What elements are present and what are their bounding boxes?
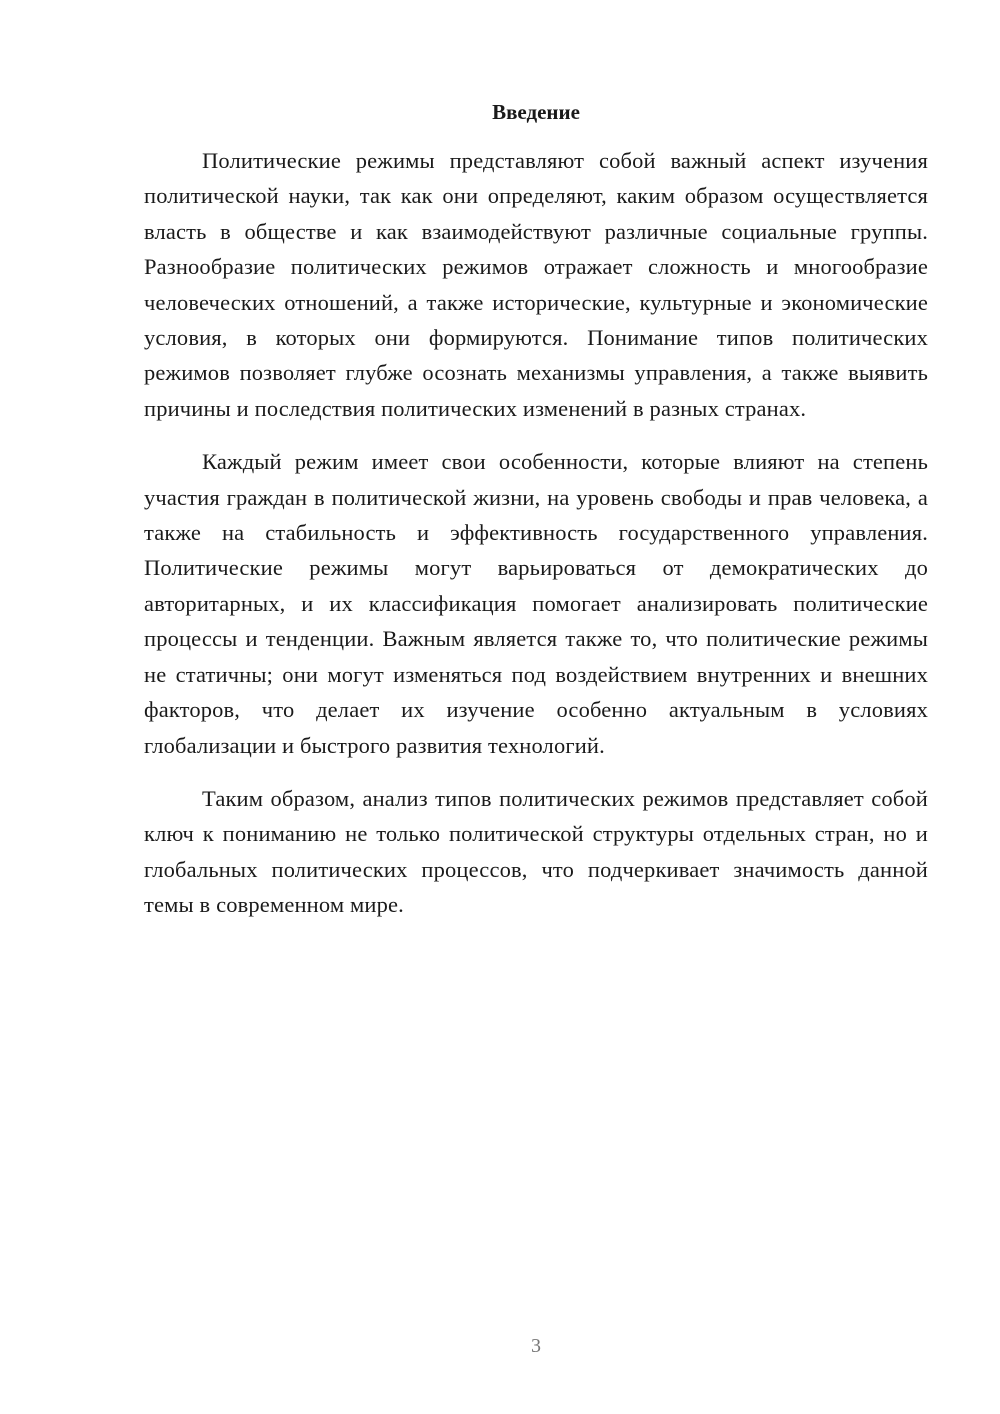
page-number: 3	[531, 1335, 541, 1357]
section-title: Введение	[492, 100, 580, 124]
paragraph-3: Таким образом, анализ типов политических режимов представляет собой ключ к пониманию не только политической структуры отдельных стран, но и глобальных политических процессов, что подчеркивает значимость данной темы в современном мире.	[144, 785, 928, 918]
paragraph-2: Каждый режим имеет свои особенности, которые влияют на степень участия граждан в политической жизни, на уровень свободы и прав человека, а также на стабильность и эффективность государственного управления. Политические режимы могут варьироваться от демократических до авторитарных, и их классификация помогает анализировать политические процессы и тенденции. Важным является также то, что политические режимы не статичны; они могут изменяться под воздействием внутренних и внешних факторов, что делает их изучение особенно актуальным в условиях глобализации и быстрого развития технологий.	[144, 449, 928, 758]
paragraph-1: Политические режимы представляют собой важный аспект изучения политической науки, так как они определяют, каким образом осуществляется власть в обществе и как взаимодействуют различные социальные группы. Разнообразие политических режимов отражает сложность и многообразие человеческих отношений, а также исторические, культурные и экономические условия, в которых они формируются. Понимание типов политических режимов позволяет глубже осознать механизмы управления, а также выявить причины и последствия политических изменений в разных странах.	[144, 148, 928, 421]
body-text	[144, 143, 928, 941]
